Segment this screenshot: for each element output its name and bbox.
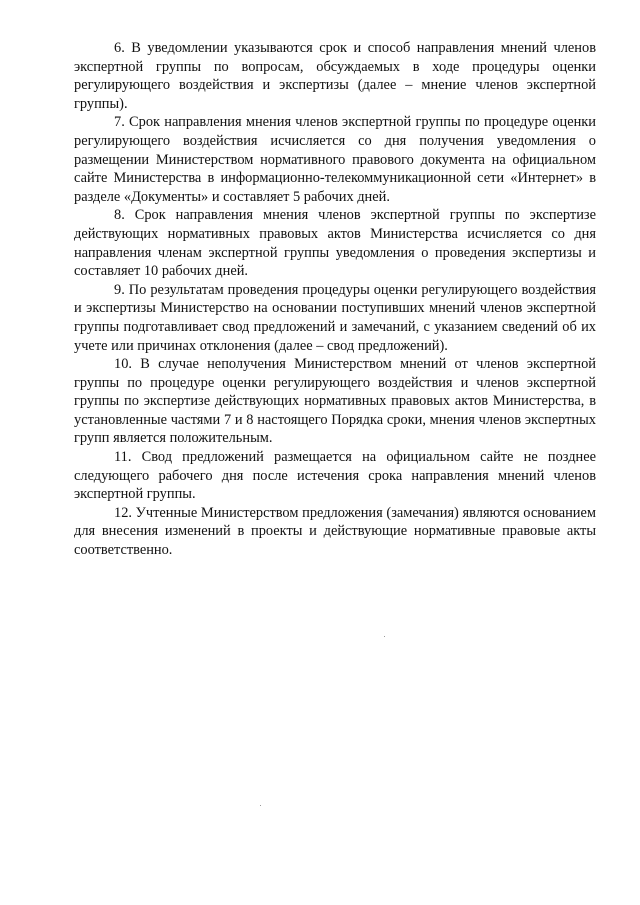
paragraph-7: 7. Срок направления мнения членов экспертной группы по процедуре оценки регулирующего воздействия исчисляется со дня получения уведомления о размещении Министерством нормативного правового документа на официальном сайте Министерства в информационно-телекоммуникационной сети «Интернет» в разделе «Документы» и составляет 5 рабочих дней. (74, 114, 596, 205)
paragraph-12: 12. Учтенные Министерством предложения (замечания) являются основанием для внесения изменений в проекты и действующие нормативные правовые акты соответственно. (74, 504, 596, 559)
paragraph-8: 8. Срок направления мнения членов экспертной группы по экспертизе действующих нормативных правовых актов Министерства исчисляется со дня направления членам экспертной группы уведомления о проведения экспертизы и составляет 10 рабочих дней. (74, 207, 596, 280)
scan-speck (260, 805, 261, 806)
document-body (74, 39, 596, 560)
paragraph-11: 11. Свод предложений размещается на официальном сайте не позднее следующего рабочего дня после истечения срока направления мнений членов экспертной группы. (74, 449, 596, 503)
paragraph-6: 6. В уведомлении указываются срок и способ направления мнений членов экспертной группы по вопросам, обсуждаемых в ходе процедуры оценки регулирующего воздействия и экспертизы (далее – мнение членов экспертной группы). (74, 40, 596, 112)
paragraph-10: 10. В случае неполучения Министерством мнений от членов экспертной группы по процедуре оценки регулирующего воздействия и членов экспертной группы по экспертизе действующих нормативных правовых актов Министерства, в установленные частями 7 и 8 настоящего Порядка сроки, мнения членов экспертных групп является положительным. (74, 356, 596, 447)
scan-speck (384, 636, 385, 637)
paragraph-9: 9. По результатам проведения процедуры оценки регулирующего воздействия и экспертизы Министерство на основании поступивших мнений членов экспертной группы подготавливает свод предложений и замечаний, с указанием сведений об их учете или причинах отклонения (далее – свод предложений). (74, 281, 596, 354)
